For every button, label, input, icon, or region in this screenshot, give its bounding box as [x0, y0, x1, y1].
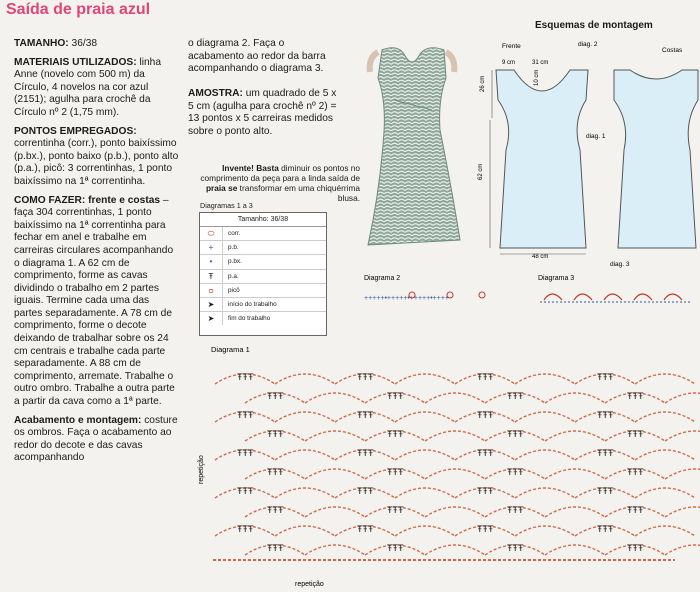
slip-stitch-icon: •: [200, 255, 223, 268]
stitch-arc: [305, 469, 365, 479]
stitch-arc: [275, 488, 335, 498]
svg-text:62 cm: 62 cm: [478, 163, 484, 180]
start-arrow-icon: ➤: [200, 298, 223, 311]
stitch-group: ŦŦŦ: [387, 467, 404, 477]
stitch-group: ŦŦŦ: [267, 505, 284, 515]
svg-text:Diagrama 2: Diagrama 2: [364, 275, 401, 282]
stitch-group: ŦŦŦ: [477, 524, 494, 534]
svg-text:repetição: repetição: [198, 455, 205, 484]
legend-row: + p.b.: [200, 241, 326, 255]
stitch-arc: [425, 507, 485, 517]
stitch-group: ŦŦŦ: [597, 448, 614, 458]
svg-text:diag. 1: diag. 1: [586, 133, 606, 140]
svg-text:diag. 3: diag. 3: [610, 261, 630, 268]
stitch-group: ŦŦŦ: [387, 505, 404, 515]
svg-text:26 cm: 26 cm: [480, 75, 486, 92]
stitch-arc: [635, 374, 695, 384]
legend-row: ➤ início do trabalho: [200, 298, 326, 312]
stitch-group: ŦŦŦ: [267, 543, 284, 553]
stitch-arc: [545, 469, 605, 479]
stitch-arc: [395, 412, 455, 422]
instructions-column: [14, 38, 180, 471]
stitch-arc: [665, 507, 700, 517]
materials-paragraph: MATERIAIS UTILIZADOS: linha Anne (novelo com 500 m) da Círculo, 4 novelos na cor azul (2151); agulha para crochê da Círculo nº 2 (1,75 mm).: [14, 56, 161, 118]
stitch-arc: [545, 507, 605, 517]
legend-row: ⬭ corr.: [200, 227, 326, 241]
stitch-arc: [425, 469, 485, 479]
gauge-paragraph: AMOSTRA: um quadrado de 5 x 5 cm (agulha para crochê nº 2) = 13 pontos x 5 carreiras medidos sobre o ponto alto.: [188, 88, 337, 137]
stitch-group: ŦŦŦ: [597, 372, 614, 382]
stitch-arc: [275, 412, 335, 422]
stitch-arc: [665, 431, 700, 441]
stitch-group: ŦŦŦ: [267, 467, 284, 477]
stitch-group: ŦŦŦ: [477, 372, 494, 382]
stitch-arc: [275, 526, 335, 536]
stitch-group: ŦŦŦ: [477, 410, 494, 420]
diagram-1: [195, 340, 700, 592]
stitch-group: ŦŦŦ: [357, 410, 374, 420]
svg-text:Costas: Costas: [662, 47, 683, 54]
stitch-group: ŦŦŦ: [237, 524, 254, 534]
stitch-group: ŦŦŦ: [357, 448, 374, 458]
svg-text:31 cm: 31 cm: [532, 60, 549, 66]
stitch-arc: [545, 393, 605, 403]
stitch-arc: [635, 450, 695, 460]
stitch-group: ŦŦŦ: [627, 391, 644, 401]
stitch-group: ŦŦŦ: [237, 410, 254, 420]
stitch-arc: [635, 526, 695, 536]
stitch-group: ŦŦŦ: [627, 467, 644, 477]
svg-text:repetição: repetição: [295, 581, 324, 588]
svg-text:diag. 2: diag. 2: [578, 41, 598, 48]
stitch-group: ŦŦŦ: [357, 524, 374, 534]
svg-text:48 cm: 48 cm: [532, 254, 549, 260]
stitch-group: ŦŦŦ: [237, 448, 254, 458]
stitch-group: ŦŦŦ: [597, 524, 614, 534]
stitch-group: ŦŦŦ: [387, 391, 404, 401]
stitch-arc: [395, 374, 455, 384]
finishing-paragraph: Acabamento e montagem: costure os ombros. Faça o acabamento ao redor do decote e das cavas acompanhando: [14, 414, 178, 464]
stitch-arc: [275, 374, 335, 384]
stitch-arc: [425, 431, 485, 441]
legend-row: • p.bx.: [200, 255, 326, 269]
stitch-group: ŦŦŦ: [237, 372, 254, 382]
stitch-group: ŦŦŦ: [507, 391, 524, 401]
svg-text:9 cm: 9 cm: [502, 60, 516, 66]
stitch-group: ŦŦŦ: [477, 486, 494, 496]
stitch-arc: [275, 450, 335, 460]
single-crochet-icon: +: [200, 241, 223, 254]
stitch-arc: [545, 431, 605, 441]
stitch-arc: [305, 545, 365, 555]
symbol-legend: Diagramas 1 a 3 Tamanho: 36/38 ⬭ corr. + p.b. • p.bx. Ŧ p.a. ᴑ picô ➤ início do trabalho ➤ fim do trabalho: [199, 212, 327, 336]
stitch-arc: [515, 488, 575, 498]
stitch-group: ŦŦŦ: [357, 486, 374, 496]
stitch-group: ŦŦŦ: [507, 543, 524, 553]
end-arrow-icon: ➤: [200, 312, 223, 325]
stitch-group: ŦŦŦ: [237, 486, 254, 496]
diagram-2: [356, 270, 506, 320]
stitch-arc: [665, 393, 700, 403]
stitch-arc: [635, 488, 695, 498]
stitch-arc: [305, 507, 365, 517]
stitch-group: ŦŦŦ: [267, 391, 284, 401]
tip-text: Invente! Basta diminuir os pontos no comprimento da peça para a linda saída de praia se transformar em uma chiquérrima blusa.: [200, 163, 360, 203]
stitches-paragraph: PONTOS EMPREGADOS: correntinha (corr.), ponto baixíssimo (p.bx.), ponto baixo (p.b.), ponto alto (p.a.), picô: 3 correntinhas, 1 ponto baixíssimo na 1ª correntinha.: [14, 125, 179, 187]
stitch-arc: [665, 545, 700, 555]
instructions-continued: o diagrama 2. Faça o acabamento ao redor da barra acompanhando o diagrama 3.: [188, 38, 326, 75]
page-title: Saída de praia azul: [6, 1, 151, 18]
legend-header: Tamanho: 36/38: [200, 213, 326, 227]
stitch-arc: [425, 545, 485, 555]
stitch-group: ŦŦŦ: [597, 486, 614, 496]
stitch-arc: [515, 412, 575, 422]
stitch-group: ŦŦŦ: [507, 467, 524, 477]
stitch-arc: [515, 374, 575, 384]
diagram-3: [532, 270, 700, 320]
schematics-title: Esquemas de montagem: [535, 20, 653, 31]
stitch-group: ŦŦŦ: [387, 429, 404, 439]
schematic-diagram: [474, 30, 700, 275]
legend-row: ➤ fim do trabalho: [200, 312, 326, 325]
stitch-arc: [515, 526, 575, 536]
stitch-arc: [665, 469, 700, 479]
svg-text:10 cm: 10 cm: [534, 69, 540, 86]
stitch-group: ŦŦŦ: [507, 505, 524, 515]
dress-photo: [342, 40, 482, 252]
stitch-arc: [395, 526, 455, 536]
stitch-group: ŦŦŦ: [267, 429, 284, 439]
legend-row: Ŧ p.a.: [200, 270, 326, 284]
stitch-group: ŦŦŦ: [507, 429, 524, 439]
stitch-group: ŦŦŦ: [357, 372, 374, 382]
double-crochet-icon: Ŧ: [200, 270, 223, 283]
stitch-group: ŦŦŦ: [477, 448, 494, 458]
svg-text:Diagrama 1: Diagrama 1: [211, 345, 250, 354]
stitch-arc: [545, 545, 605, 555]
size-line: TAMANHO: 36/38: [14, 38, 98, 49]
how-to-paragraph: COMO FAZER: frente e costas – faça 304 correntinhas, 1 ponto baixíssimo na 1ª correntinha para fechar em anel e trabalhe em carreiras circulares acompanhando o diagrama 1. A 62 cm de comprimento, forme as cavas dividindo o trabalho em 2 partes iguais. Termine cada uma das partes separadamente. A 78 cm de comprimento, forme o decote deixando de trabalhar sobre os 24 cm centrais e trabalhe cada parte separadamente. A 88 cm de comprimento, arremate. Trabalhe o outro ombro. Trabalhe a outra parte a partir da cava como a 1ª parte.: [14, 194, 175, 408]
stitch-group: ŦŦŦ: [627, 505, 644, 515]
svg-text:Frente: Frente: [502, 43, 521, 50]
svg-text:Diagrama 3: Diagrama 3: [538, 275, 575, 282]
stitch-arc: [305, 431, 365, 441]
stitch-arc: [425, 393, 485, 403]
stitch-group: ŦŦŦ: [597, 410, 614, 420]
stitch-arc: [635, 412, 695, 422]
chain-icon: ⬭: [200, 227, 223, 240]
stitch-group: ŦŦŦ: [627, 429, 644, 439]
stitch-arc: [395, 488, 455, 498]
stitch-arc: [395, 450, 455, 460]
picot-icon: ᴑ: [200, 284, 223, 297]
legend-row: ᴑ picô: [200, 284, 326, 298]
stitch-group: ŦŦŦ: [387, 543, 404, 553]
stitch-group: ŦŦŦ: [627, 543, 644, 553]
stitch-arc: [305, 393, 365, 403]
stitch-arc: [515, 450, 575, 460]
svg-text:+++++•+++++•+++++•++++: +++++•+++++•+++++•++++: [364, 295, 450, 302]
